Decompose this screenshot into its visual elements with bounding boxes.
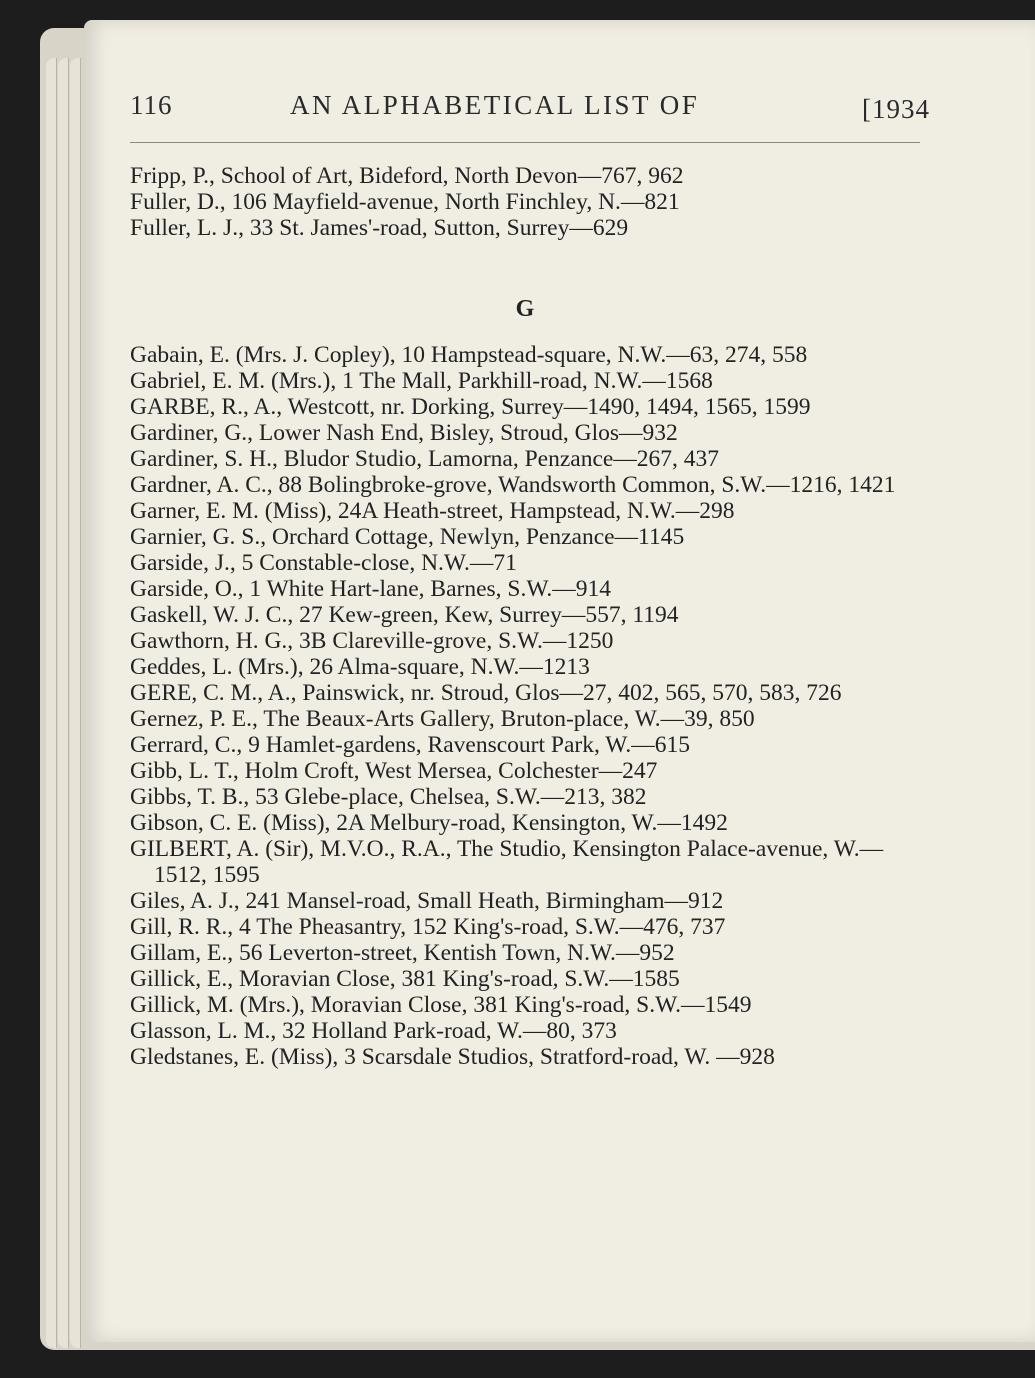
- list-entry: Glasson, L. M., 32 Holland Park-road, W.—80, 373: [130, 1018, 617, 1044]
- list-entry: Garside, J., 5 Constable-close, N.W.—71: [130, 550, 517, 576]
- list-entry: Gillam, E., 56 Leverton-street, Kentish Town, N.W.—952: [130, 940, 675, 966]
- list-entry: Gill, R. R., 4 The Pheasantry, 152 King's-road, S.W.—476, 737: [130, 914, 726, 940]
- page-edge: [46, 58, 57, 1348]
- list-entry: Gibbs, T. B., 53 Glebe-place, Chelsea, S.W.—213, 382: [130, 784, 647, 810]
- list-entry: Garnier, G. S., Orchard Cottage, Newlyn, Penzance—1145: [130, 524, 685, 550]
- list-entry: GERE, C. M., A., Painswick, nr. Stroud, Glos—27, 402, 565, 570, 583, 726: [130, 680, 842, 706]
- list-entry: Gardiner, S. H., Bludor Studio, Lamorna, Penzance—267, 437: [130, 446, 720, 472]
- list-entry: Fripp, P., School of Art, Bideford, North Devon—767, 962: [130, 163, 684, 189]
- list-entry: Gabriel, E. M. (Mrs.), 1 The Mall, Parkhill-road, N.W.—1568: [130, 368, 713, 394]
- header-rule: [130, 142, 920, 143]
- list-entry: Gernez, P. E., The Beaux-Arts Gallery, Bruton-place, W.—39, 850: [130, 706, 755, 732]
- section-heading: G: [515, 296, 535, 322]
- list-entry: Gawthorn, H. G., 3B Clareville-grove, S.W.—1250: [130, 628, 614, 654]
- list-entry: Gerrard, C., 9 Hamlet-gardens, Ravenscourt Park, W.—615: [130, 732, 690, 758]
- list-entry: Gibb, L. T., Holm Croft, West Mersea, Colchester—247: [130, 758, 658, 784]
- entries-section-g: [130, 342, 915, 1070]
- running-title: AN ALPHABETICAL LIST OF: [290, 90, 700, 120]
- page-edge: [58, 58, 69, 1348]
- list-entry: GARBE, R., A., Westcott, nr. Dorking, Surrey—1490, 1494, 1565, 1599: [130, 394, 811, 420]
- list-entry: Gardiner, G., Lower Nash End, Bisley, Stroud, Glos—932: [130, 420, 678, 446]
- list-entry: Gillick, E., Moravian Close, 381 King's-road, S.W.—1585: [130, 966, 680, 992]
- list-entry: Garner, E. M. (Miss), 24A Heath-street, Hampstead, N.W.—298: [130, 498, 735, 524]
- list-entry: Gaskell, W. J. C., 27 Kew-green, Kew, Surrey—557, 1194: [130, 602, 679, 628]
- list-entry: Gabain, E. (Mrs. J. Copley), 10 Hampstead-square, N.W.—63, 274, 558: [130, 342, 808, 368]
- running-header: [130, 70, 930, 130]
- list-entry: Giles, A. J., 241 Mansel-road, Small Heath, Birmingham—912: [130, 888, 724, 914]
- page-number: 116: [130, 90, 173, 120]
- list-entry: GILBERT, A. (Sir), M.V.O., R.A., The Studio, Kensington Palace-avenue, W.—1512, 1595: [130, 836, 884, 888]
- page-edge: [70, 58, 81, 1348]
- list-entry: Fuller, L. J., 33 St. James'-road, Sutton, Surrey—629: [130, 215, 629, 241]
- list-entry: Gillick, M. (Mrs.), Moravian Close, 381 King's-road, S.W.—1549: [130, 992, 752, 1018]
- list-entry: Gledstanes, E. (Miss), 3 Scarsdale Studios, Stratford-road, W. —928: [130, 1044, 775, 1070]
- list-entry: Garside, O., 1 White Hart-lane, Barnes, S.W.—914: [130, 576, 611, 602]
- list-entry: Geddes, L. (Mrs.), 26 Alma-square, N.W.—1213: [130, 654, 590, 680]
- running-year: [1934: [862, 94, 930, 124]
- list-entry: Fuller, D., 106 Mayfield-avenue, North Finchley, N.—821: [130, 189, 680, 215]
- entries-before-section: [130, 163, 915, 241]
- list-entry: Gardner, A. C., 88 Bolingbroke-grove, Wandsworth Common, S.W.—1216, 1421: [130, 472, 896, 498]
- list-entry: Gibson, C. E. (Miss), 2A Melbury-road, Kensington, W.—1492: [130, 810, 728, 836]
